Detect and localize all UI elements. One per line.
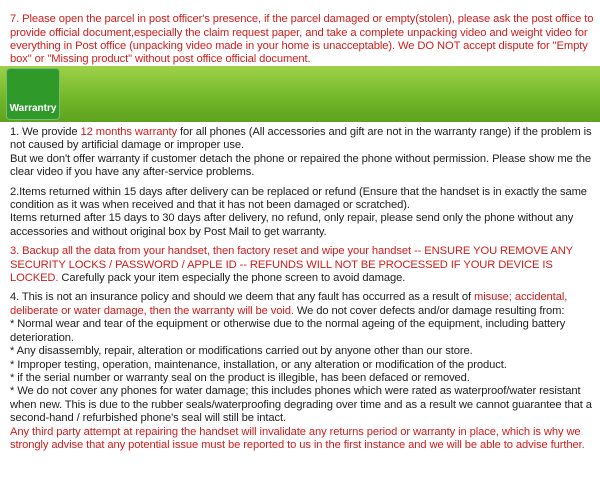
backup-reset-clause [10, 245, 594, 285]
warranty-terms [10, 126, 594, 452]
warranty-clause-1-exclusion: But we don't offer warranty if customer detach the phone or repaired the phone without permission. Please show me the clear video if you have any after-service problems. [10, 152, 592, 179]
packing-advice: Carefully pack your item especially the phone screen to avoid damage. [58, 272, 406, 285]
third-party-repair-warning: Any third party attempt at repairing the handset will invalidate any returns period or warranty in place, which is why we strongly advise that any potential issue must be reported to us in the first instance and we will be able to advise further. [10, 425, 585, 451]
backup-reset-warning: 3. Backup all the data from your handset, then factory reset and wipe your handset -- ENSURE YOU REMOVE ANY SECURITY LOCKS / PASSWORD / APPLE ID -- REFUNDS WILL NOT BE PROCESSED IF YOUR DEVICE IS LOCKED. [10, 245, 573, 285]
insurance-disclaimer [10, 291, 594, 318]
return-clause-15-days: 2.Items returned within 15 days after delivery can be replaced or refund (Ensure that the handset is in exactly the same condition as it was when received and that it has not been damaged or scratched). [10, 185, 587, 212]
warranty-badge [6, 68, 60, 120]
exclusion-item: * Any disassembly, repair, alteration or modifications carried out by anyone other than our store. [10, 345, 473, 358]
void-warranty-conditions: misuse; accidental, deliberate or water damage, then the warranty will be void. [10, 291, 568, 317]
exclusion-item: * We do not cover any phones for water damage; this includes phones which were rated as waterproof/water resistant when new. This is due to the rubber seals/waterproofing degrading over time and as a result we cannot guarantee that a second-hand / refurbished phone's seal will still be intact. [10, 385, 592, 425]
clause-1-detail: for all phones (All accessories and gift are not in the warranty range) if the problem is not caused by artificial damage or improper use. [10, 126, 592, 152]
warranty-banner [0, 66, 600, 122]
exclusion-item: * Normal wear and tear of the equipment or otherwise due to the normal ageing of the equipment, including battery deterioration. [10, 318, 566, 344]
exclusion-item: * if the serial number or warranty seal on the product is illegible, has been defaced or removed. [10, 371, 470, 384]
return-clause-30-days: Items returned after 15 days to 30 days after delivery, no refund, only repair, please send only the phone without any accessories and without original box by Post Mail to get warranty. [10, 212, 574, 238]
warranty-badge-label: Warrantry [9, 103, 57, 114]
warranty-clause-1 [10, 126, 594, 153]
warranty-period-highlight: 12 months warranty [80, 126, 177, 138]
defects-not-covered: We do not cover defects and/or damage resulting from: [293, 304, 565, 317]
post-office-note: 7. Please open the parcel in post officer's presence, if the parcel damaged or empty(stolen), please ask the post office to provide official document,especially the claim request paper, and take a complete unpacking video and weight video for everything in Post office (unpacking video made in your home is unacceptable). We DO NOT accept dispute for "Empty box" or "Missing product" without post office official document. [10, 13, 594, 66]
insurance-disclaimer-intro: 4. This is not an insurance policy and should we deem that any fault has occurred as a result of [10, 291, 474, 304]
clause-1-intro: 1. We provide [10, 126, 81, 138]
exclusion-item: * Improper testing, operation, maintenance, installation, or any alteration or modification of the product. [10, 358, 507, 371]
